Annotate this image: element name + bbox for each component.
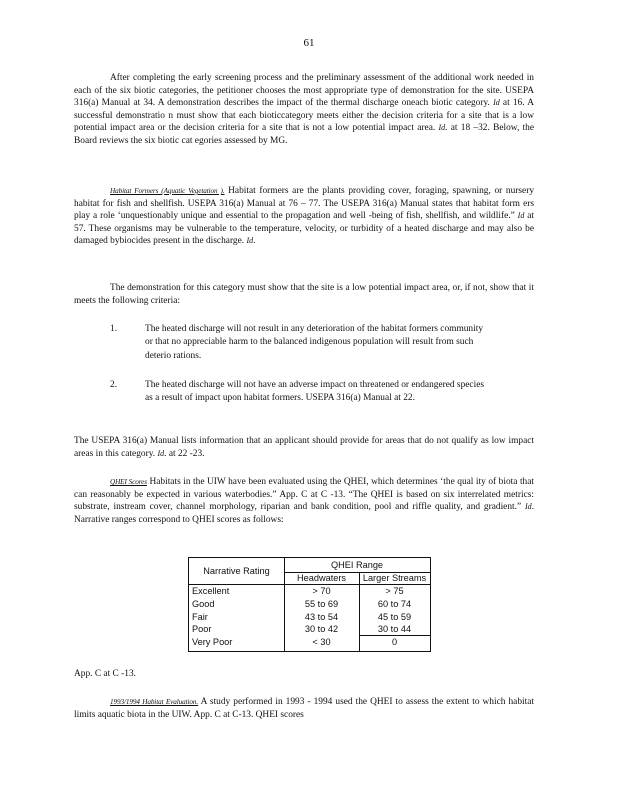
paragraph-usepa-information <box>74 435 534 460</box>
paragraph-demonstration-overview <box>74 72 534 148</box>
p1-citation-2: Id <box>438 123 446 133</box>
row-fair-headwaters: 43 to 54 <box>304 612 339 622</box>
row-very-poor-larger: 0 <box>391 637 398 647</box>
paragraph-habitat-formers <box>74 185 534 248</box>
row-very-poor-rating: Very Poor <box>192 637 233 647</box>
qhei-scores-heading: QHEI Scores <box>110 478 147 486</box>
paragraph-demonstration-criteria <box>74 282 534 307</box>
habitat-formers-heading: Habitat Formers (Aquatic Vegetation ). <box>110 187 225 195</box>
p5-text: Habitats in the UIW have been evaluated using the QHEI, which determines ‘the qual ity of biota that can reasonably be expected in various waterbodies.” App. C at C -13. “The QHEI is based on six interrelated metrics: substrate, instream cover, channel morphology, riparian and bank condition, pool and riffle quality, and gradient.” <box>74 477 534 513</box>
header-headwaters: Headwaters <box>296 573 347 583</box>
row-poor-headwaters: 30 to 42 <box>304 624 339 634</box>
row-fair-rating: Fair <box>192 612 208 622</box>
row-poor-rating: Poor <box>192 624 212 634</box>
p4-text-b: . at 22 -23. <box>164 448 205 459</box>
p3-text: The demonstration for this category must show that the site is a low potential impact area, or, if not, show that it meets the following criteria: <box>74 283 534 306</box>
table-source-citation <box>74 668 534 681</box>
row-excellent-larger: > 75 <box>385 586 404 596</box>
p1-text-b: at 16. A successful demonstratio n must show that each bioticcategory meets either the decision criteria for a site that is a low potential impact area or the decision criteria for a site that is not a low potential impact area. <box>74 98 534 134</box>
p2-citation-2: Id <box>246 236 254 246</box>
criterion-2-number: 2. <box>110 380 118 390</box>
page-number: 61 <box>303 37 315 49</box>
paragraph-qhei-scores <box>74 476 534 526</box>
p2-citation: Id <box>517 211 525 221</box>
p1-text-c: . at 18 –32. Below, the Board reviews the six biotic cat egories assessed by MG. <box>74 123 535 146</box>
qhei-range-table <box>188 557 431 652</box>
p1-text: After completing the early screening process and the preliminary assessment of the additional work needed in each of the six biotic categories, the petitioner chooses the most appropriate type of demonstration for the site. USEPA 316(a) Manual at 34. A demonstration describes the impact of the thermal discharge oneach biotic category. <box>74 73 534 109</box>
p1-citation: Id <box>493 98 500 108</box>
header-larger-streams: Larger Streams <box>362 573 427 583</box>
row-good-larger: 60 to 74 <box>377 599 412 609</box>
row-fair-larger: 45 to 59 <box>377 612 412 622</box>
p6-text: A study performed in 1993 - 1994 used the QHEI to assess the extent to which habitat limits aquatic biota in the UIW. App. C at C-13. QHEI scores <box>74 697 534 720</box>
criterion-1-number: 1. <box>110 324 118 334</box>
p2-text-c: . <box>253 236 256 247</box>
row-very-poor-headwaters: < 30 <box>312 637 331 647</box>
row-excellent-headwaters: > 70 <box>312 586 331 596</box>
header-narrative-rating: Narrative Rating <box>203 566 270 576</box>
row-good-headwaters: 55 to 69 <box>304 599 339 609</box>
criterion-2-text: The heated discharge will not have an adverse impact on threatened or endangered species as a result of impact upon habitat formers. USEPA 316(a) Manual at 22. <box>145 380 485 404</box>
p2-text: Habitat formers are the plants providing cover, foraging, spawning, or nursery habitat for fish and shellfish. USEPA 316(a) Manual at 76 – 77. The USEPA 316(a) Manual states that habitat form ers play a role ‘unquestionably unique and essential to the propagation and well -being of fish, shellfish, and wildlife.” <box>74 186 535 222</box>
row-poor-larger: 30 to 44 <box>377 624 412 634</box>
habitat-evaluation-heading: 1993/1994 Habitat Evaluation. <box>110 698 199 706</box>
paragraph-habitat-evaluation <box>74 696 534 721</box>
p2-text-b: at 57. These organisms may be vulnerable to the temperature, velocity, or turbidity of a heated discharge and may also be damaged bybiocides present in the discharge. <box>74 211 535 247</box>
p5-text-b: . Narrative ranges correspond to QHEI scores as follows: <box>74 502 535 525</box>
p4-text: The USEPA 316(a) Manual lists information that an applicant should provide for areas that do not qualify as low impact areas in this category. <box>74 436 534 459</box>
p4-citation: Id <box>157 448 165 458</box>
criterion-1-text: The heated discharge will not result in any deterioration of the habitat formers community or that no appreciable harm to the balanced indigenous population will result from such deterio rations. <box>145 324 484 361</box>
row-good-rating: Good <box>192 599 215 609</box>
p5-citation: Id <box>525 502 532 512</box>
row-excellent-rating: Excellent <box>192 586 230 596</box>
table-cite-text: App. C at C -13. <box>74 669 136 679</box>
header-qhei-range: QHEI Range <box>330 560 384 570</box>
